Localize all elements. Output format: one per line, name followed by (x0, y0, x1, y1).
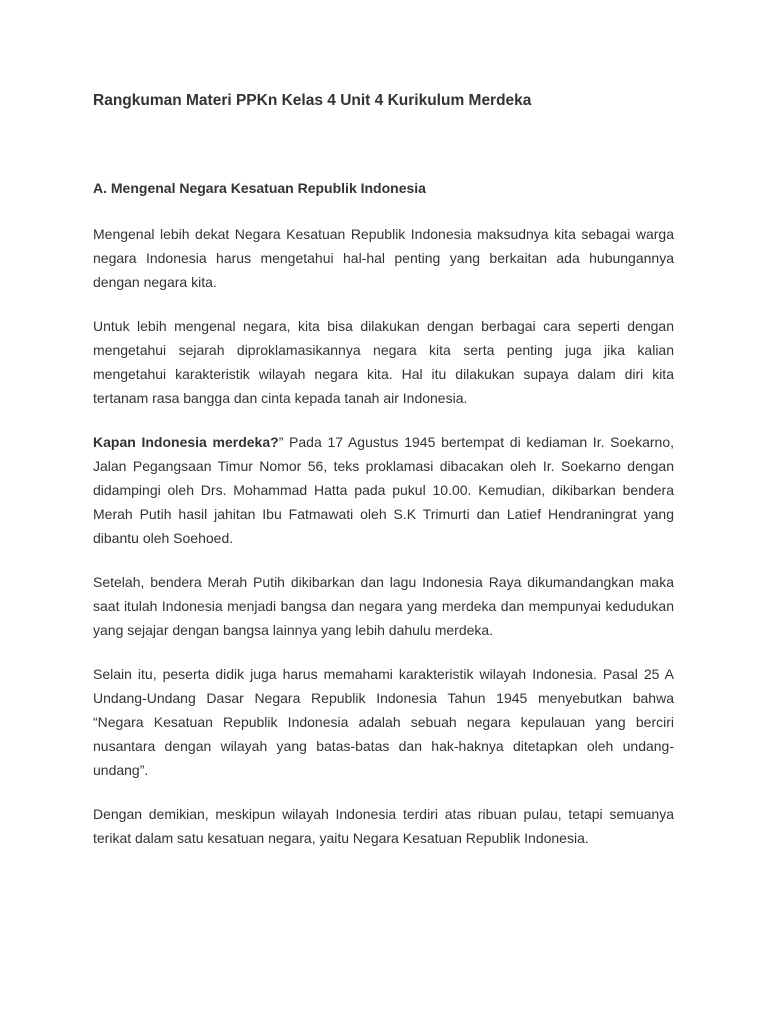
question-answer: ” Pada 17 Agustus 1945 bertempat di kediaman Ir. Soekarno, Jalan Pegangsaan Timur Nomor 56, teks proklamasi dibacakan oleh Ir. Soekarno dengan didampingi oleh Drs. Mohammad Hatta pada pukul 10.00. Kemudian, dikibarkan bendera Merah Putih hasil jahitan Ibu Fatmawati oleh S.K Trimurti dan Latief Hendraningrat yang dibantu oleh Soehoed. (93, 434, 674, 546)
paragraph-intro: Mengenal lebih dekat Negara Kesatuan Republik Indonesia maksudnya kita sebagai warga negara Indonesia harus mengetahui hal-hal penting yang berkaitan ada hubungannya dengan negara kita. (93, 226, 674, 290)
question-lead: Kapan Indonesia merdeka? (93, 434, 279, 450)
document-title: Rangkuman Materi PPKn Kelas 4 Unit 4 Kurikulum Merdeka (93, 92, 532, 109)
paragraph-after-flag: Setelah, bendera Merah Putih dikibarkan dan lagu Indonesia Raya dikumandangkan maka saat itulah Indonesia menjadi bangsa dan negara yang merdeka dan mempunyai kedudukan yang sejajar dengan bangsa lainnya yang lebih dahulu merdeka. (93, 574, 674, 638)
section-heading: A. Mengenal Negara Kesatuan Republik Indonesia (93, 180, 426, 196)
paragraph-territory: Selain itu, peserta didik juga harus memahami karakteristik wilayah Indonesia. Pasal 25 A Undang-Undang Dasar Negara Republik Indonesia Tahun 1945 menyebutkan bahwa “Negara Kesatuan Republik Indonesia adalah sebuah negara kepulauan yang berciri nusantara dengan wilayah yang batas-batas dan hak-haknya ditetapkan oleh undang-undang”. (93, 666, 674, 778)
paragraph-ways-to-know: Untuk lebih mengenal negara, kita bisa dilakukan dengan berbagai cara seperti dengan mengetahui sejarah diproklamasikannya negara kita serta penting juga jika kalian mengetahui karakteristik wilayah negara kita. Hal itu dilakukan supaya dalam diri kita tertanam rasa bangga dan cinta kepada tanah air Indonesia. (93, 318, 674, 406)
document-page (93, 89, 674, 850)
paragraph-independence (93, 430, 674, 550)
paragraph-conclusion: Dengan demikian, meskipun wilayah Indonesia terdiri atas ribuan pulau, tetapi semuanya terikat dalam satu kesatuan negara, yaitu Negara Kesatuan Republik Indonesia. (93, 806, 674, 846)
